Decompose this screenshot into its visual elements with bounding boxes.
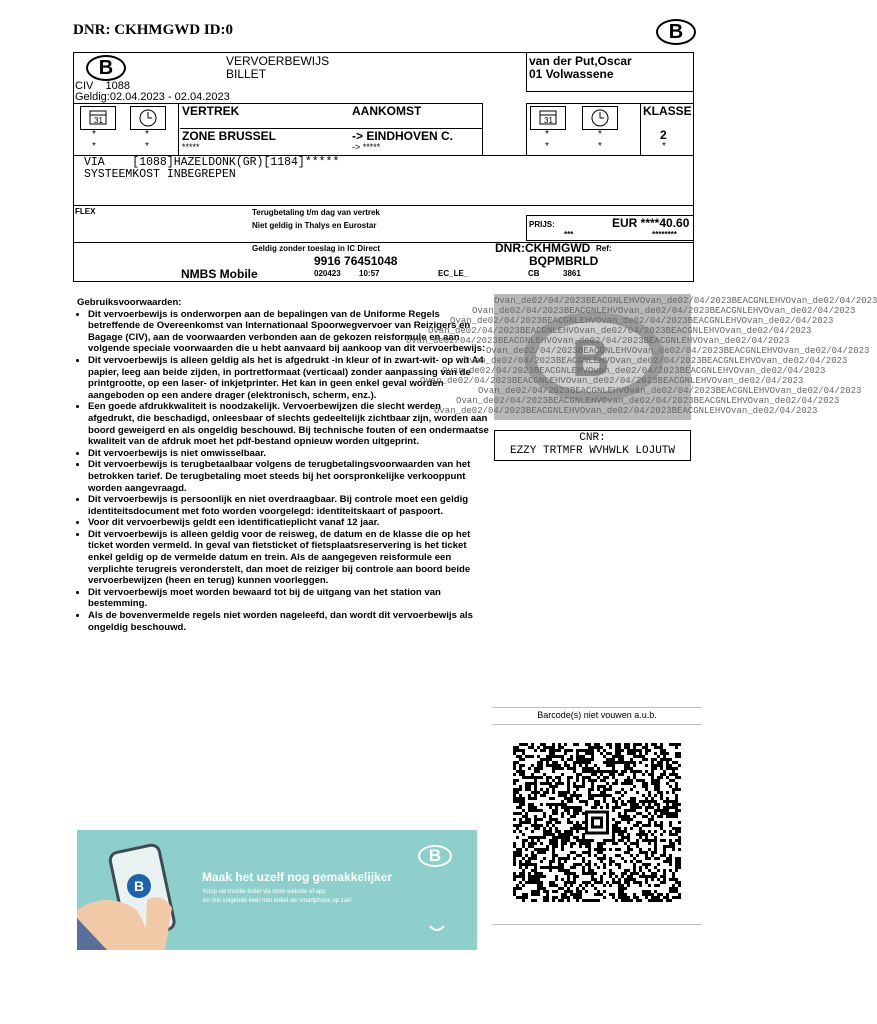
star: * [545,129,549,140]
terms-heading: Gebruiksvoorwaarden: [77,297,182,308]
security-stripe: Ovan_de02/04/2023BEACGNLEHVOvan_de02/04/2023BEACGNLEHVOvan_de02/04/2023 [442,366,826,376]
departure-label: VERTREK [182,104,240,118]
ic-note: Geldig zonder toeslag in IC Direct [252,244,381,253]
security-stripe: Ovan_de02/04/2023BEACGNLEHVOvan_de02/04/2023BEACGNLEHVOvan_de02/04/2023 [456,396,840,406]
security-stripe: Ovan_de02/04/2023BEACGNLEHVOvan_de02/04/2023BEACGNLEHVOvan_de02/04/2023 [406,336,790,346]
price-stars-left: *** [564,230,574,239]
star: * [92,141,96,152]
to-station: -> EINDHOVEN C. [352,129,454,143]
terms-item: • Als de bovenvermelde regels niet worden nageleefd, dan wordt dit vervoerbewijs als ongeldig beschouwd. [88,610,489,633]
header-dnr: DNR: CKHMGWD ID:0 [73,22,233,38]
title-line-2: BILLET [226,67,267,81]
terms-item: • Dit vervoerbewijs moet worden bewaard tot bij de uitgang van het station van bestemming. [88,587,489,610]
from-sub: ***** [182,142,200,152]
svg-text:B: B [134,878,145,894]
price-stars-right: ******** [652,230,677,239]
security-stripe: Ovan_de02/04/2023BEACGNLEHVOvan_de02/04/2023BEACGNLEHVOvan_de02/04/2023 [428,326,812,336]
svg-text:31: 31 [94,116,103,125]
terms-of-use [77,297,489,633]
svg-text:31: 31 [544,116,553,125]
terms-item: • Dit vervoerbewijs is niet omwisselbaar. [88,448,489,460]
ticket-logo-icon: B [86,55,126,81]
terms-item: • Een goede afdrukkwaliteit is noodzakelijk. Vervoerbewijzen die slecht werden afgedrukt, die beschadigd, onleesbaar of slechts gedeeltelijk zichtbaar zijn, worden aan boord geweigerd en als ongeldig beschouwd. Bij technische fouten of een ondermaatse kwaliteit van de afdruk moet het pdf-bestand opnieuw worden uitgeprint. [88,401,489,447]
via-route: VIA [1088]HAZELDONK(GR)[1184]***** [84,156,340,169]
qr-code-icon [513,743,681,903]
barcode-note: Barcode(s) niet vouwen a.u.b. [537,710,657,720]
ec-code: EC_LE_ [438,269,469,278]
terms-item: • Dit vervoerbewijs is terugbetaalbaar volgens de terugbetalingsvoorwaarden van het betrokken tarief. De terugbetaling moet steeds bij het oorspronkelijke verkooppunt worden aangevraagd. [88,459,489,494]
terms-item: • Dit vervoerbewijs is persoonlijk en niet overdraagbaar. Bij controle moet een geldig identiteitsdocument met foto worden voorgelegd: identiteitskaart of paspoort. [88,494,489,517]
cnr-box [494,430,691,461]
ref-value: BQPMBRLD [529,254,599,268]
star: * [598,129,602,140]
smile-icon [427,923,447,935]
passenger-name: van der Put,Oscar [529,54,632,68]
arrival-label: AANKOMST [352,104,422,118]
security-stripe: Ovan_de02/04/2023BEACGNLEHVOvan_de02/04/2023BEACGNLEHVOvan_de02/04/2023 [420,376,804,386]
terms-item: • Voor dit vervoerbewijs geldt een identificatieplicht vanaf 12 jaar. [88,517,489,529]
security-stripe: Ovan_de02/04/2023BEACGNLEHVOvan_de02/04/2023BEACGNLEHVOvan_de02/04/2023 [434,406,818,416]
issue-time: 10:57 [359,269,380,278]
promo-headline: Maak het uzelf nog gemakkelijker [202,870,393,884]
promo-logo-icon: B [418,845,452,867]
dnr-ref: DNR:CKHMGWD [495,241,591,255]
title-line-1: VERVOERBEWIJS [226,54,330,68]
security-stripe: Ovan_de02/04/2023BEACGNLEHVOvan_de02/04/2023BEACGNLEHVOvan_de02/04/2023 [478,386,862,396]
calendar-icon [80,106,116,130]
hand-phone-icon [77,830,217,950]
price-label: PRIJS: [529,220,555,229]
star: * [662,141,666,152]
to-sub: -> ***** [352,142,381,152]
date-code: 020423 [314,269,341,278]
security-stripe: Ovan_de02/04/2023BEACGNLEHVOvan_de02/04/2023BEACGNLEHVOvan_de02/04/2023 [464,356,848,366]
security-pattern [406,294,877,420]
class-label: KLASSE [643,104,692,118]
sncb-logo-icon: B [656,19,696,45]
fare-flex: FLEX [75,207,96,216]
security-stripe: Ovan_de02/04/2023BEACGNLEHVOvan_de02/04/2023BEACGNLEHVOvan_de02/04/2023 [486,346,870,356]
ticket-title [226,55,329,81]
clock-icon [130,106,166,130]
star: * [145,129,149,140]
passenger-info [529,55,632,81]
promo-sub-1: Koop uw mobile ticket via onze website of app [203,889,326,895]
security-stripe: Ovan_de02/04/2023BEACGNLEHVOvan_de02/04/2023BEACGNLEHVOvan_de02/04/2023 [494,296,877,306]
clock-icon-return [582,106,618,130]
civ-code: CIV 1088 [75,80,131,92]
refund-note: Terugbetaling t/m dag van vertrek [252,208,380,217]
cb-label: CB [528,269,540,278]
calendar-icon-return [530,106,566,130]
thalys-note: Niet geldig in Thalys en Eurostar [252,221,377,230]
star: * [545,141,549,152]
security-stripe: Ovan_de02/04/2023BEACGNLEHVOvan_de02/04/2023BEACGNLEHVOvan_de02/04/2023 [450,316,834,326]
sales-channel: NMBS Mobile [181,267,258,281]
ref-label: Ref: [596,244,612,253]
terms-item: • Dit vervoerbewijs is alleen geldig als het is afgedrukt -in kleur of in zwart-wit- op wit A4 papier, leeg aan beide zijden, in portretformaat (verticaal) zonder aanpassing van de printgrootte, op een laser- of inkjetprinter. Het kan in geen enkel geval worden aangeboden op een andere drager (elektronisch, scherm, enz.). [88,355,489,401]
passenger-type: 01 Volwassene [529,67,614,81]
security-stripe: Ovan_de02/04/2023BEACGNLEHVOvan_de02/04/2023BEACGNLEHVOvan_de02/04/2023 [472,306,856,316]
svg-text:B: B [572,330,610,388]
validity: Geldig:02.04.2023 - 02.04.2023 [75,91,230,103]
price-value: EUR ****40.60 [612,216,690,230]
terms-item: • Dit vervoerbewijs is onderworpen aan de bepalingen van de Uniforme Regels betreffende de Overeenkomst van Internationaal Spoorwegvervoer van Reizigers en Bagage (CIV), aan de voorwaarden verbonden aan de gekozen reisformule en aan volgende speciale voorwaarden die u hebt aanvaard bij aankoop van dit vervoerbewijs: [88,309,489,355]
terms-item: • Dit vervoerbewijs is alleen geldig voor de reisweg, de datum en de klasse die op het ticket worden vermeld. In geval van fietsticket of fietsplaatsreservering is het ticket enkel geldig op de vermelde datum en trein. Als de aangegeven reisformule een verplichte terugreis veronderstelt, dan moet de reiziger bij controle aan boord beide vervoerbewijzen (heen en terug) kunnen voorleggen. [88,529,489,587]
star: * [145,141,149,152]
promo-banner[interactable] [77,830,477,950]
system-cost: SYSTEEMKOST INBEGREPEN [84,168,236,181]
star: * [92,129,96,140]
from-station: ZONE BRUSSEL [182,129,277,143]
class-value: 2 [660,128,667,142]
cnr-value: EZZY TRTMFR WVHWLK LOJUTW [509,445,676,457]
ticket-number: 9916 76451048 [314,254,398,268]
star: * [598,141,602,152]
cb-value: 3861 [563,269,581,278]
cnr-label: CNR: [579,432,606,444]
promo-sub-2: en reis volgende keer met enkel uw smartphone op zak! [203,898,352,904]
